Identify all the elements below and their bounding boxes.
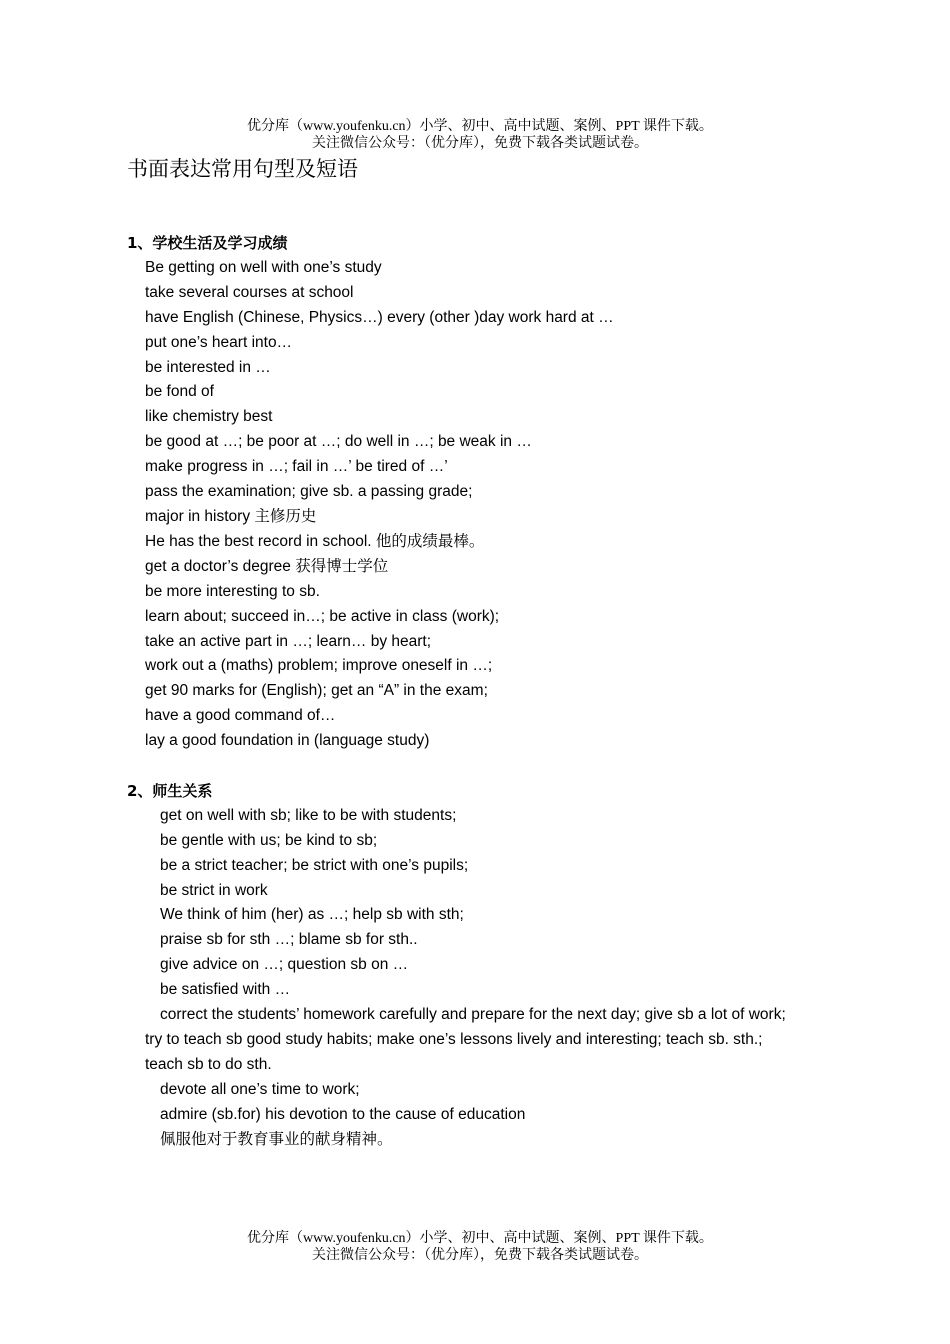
- list-item: try to teach sb good study habits; make one’s lessons lively and interesting; teach sb. sth.;: [145, 1030, 763, 1048]
- list-item: be strict in work: [160, 881, 268, 899]
- list-item: be gentle with us; be kind to sb;: [160, 831, 378, 849]
- list-item: like chemistry best: [145, 408, 273, 426]
- section-1-list: [127, 256, 835, 754]
- list-item: be a strict teacher; be strict with one’s pupils;: [160, 856, 469, 874]
- list-item: put one’s heart into…: [145, 333, 293, 351]
- list-item: learn about; succeed in…; be active in class (work);: [145, 607, 500, 625]
- page-header: [0, 118, 950, 152]
- list-item: 佩服他对于教育事业的献身精神。: [160, 1130, 393, 1148]
- page-footer: [0, 1230, 950, 1264]
- list-item: take several courses at school: [145, 283, 354, 301]
- list-item: We think of him (her) as …; help sb with sth;: [160, 906, 464, 924]
- document-body: [127, 231, 835, 1153]
- list-item: lay a good foundation in (language study): [145, 732, 430, 750]
- list-item: major in history 主修历史: [145, 507, 317, 525]
- header-line-2: 关注微信公众号：（优分库），免费下载各类试题试卷。: [312, 136, 648, 151]
- list-item: get on well with sb; like to be with students;: [160, 806, 457, 824]
- list-item: be more interesting to sb.: [145, 582, 320, 600]
- document-title: 书面表达常用句型及短语: [127, 157, 358, 181]
- list-item: make progress in …; fail in …’ be tired of …’: [145, 458, 448, 476]
- list-item: take an active part in …; learn… by heart;: [145, 632, 432, 650]
- section-2-list-c: [127, 1078, 835, 1153]
- section-2-list-a: [127, 804, 835, 1003]
- list-item: be fond of: [145, 383, 214, 401]
- list-item: have English (Chinese, Physics…) every (other )day work hard at …: [145, 308, 614, 326]
- list-item: admire (sb.for) his devotion to the cause of education: [160, 1105, 526, 1123]
- list-item: be satisfied with …: [160, 981, 291, 999]
- list-item: pass the examination; give sb. a passing grade;: [145, 483, 473, 501]
- section-heading-1: 1、学校生活及学习成绩: [127, 234, 288, 252]
- section-2-list-b: [127, 1028, 835, 1078]
- list-item: devote all one’s time to work;: [160, 1080, 360, 1098]
- footer-line-1: 优分库（www.youfenku.cn）小学、初中、高中试题、案例、PPT 课件下载。: [247, 1231, 713, 1246]
- list-item: get 90 marks for (English); get an “A” in the exam;: [145, 682, 488, 700]
- section-heading-2: 2、师生关系: [127, 781, 213, 800]
- list-item: teach sb to do sth.: [145, 1055, 272, 1073]
- section-2-paragraph: correct the students’ homework carefully and prepare for the next day; give sb a lot of work;: [160, 1006, 786, 1024]
- list-item: work out a (maths) problem; improve oneself in …;: [145, 657, 493, 675]
- section-gap: [127, 754, 835, 779]
- list-item: be interested in …: [145, 358, 271, 376]
- list-item: give advice on …; question sb on …: [160, 956, 409, 974]
- footer-line-2: 关注微信公众号：（优分库），免费下载各类试题试卷。: [312, 1248, 648, 1263]
- list-item: get a doctor’s degree 获得博士学位: [145, 557, 389, 575]
- list-item: He has the best record in school. 他的成绩最棒。: [145, 532, 485, 550]
- header-line-1: 优分库（www.youfenku.cn）小学、初中、高中试题、案例、PPT 课件下载。: [247, 119, 713, 134]
- list-item: have a good command of…: [145, 707, 336, 725]
- list-item: Be getting on well with one’s study: [145, 258, 382, 276]
- list-item: praise sb for sth …; blame sb for sth..: [160, 931, 418, 949]
- list-item: be good at …; be poor at …; do well in …; be weak in …: [145, 433, 532, 451]
